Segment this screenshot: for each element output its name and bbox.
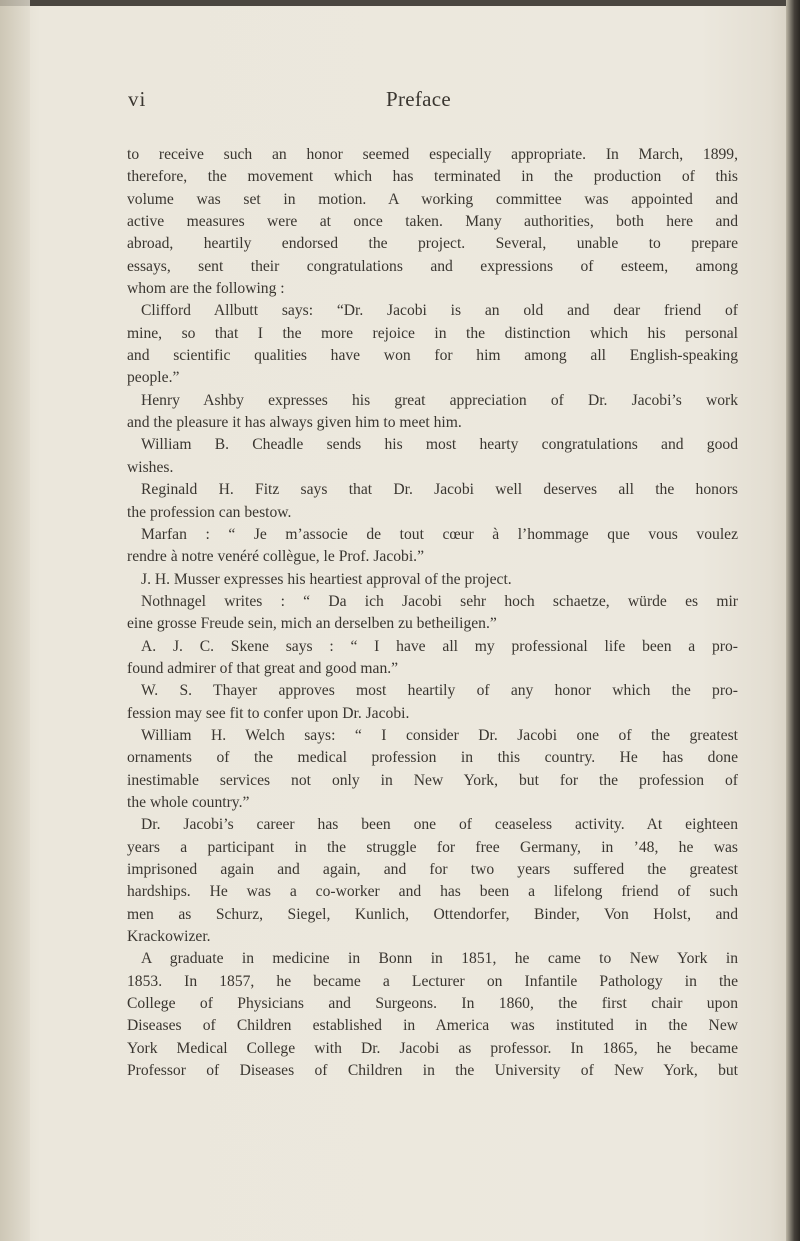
text-line: Nothnagel writes : “ Da ich Jacobi sehr hoch schaetze, würde es mir <box>141 592 738 610</box>
text-line: and the pleasure it has always given him to meet him. <box>127 414 462 432</box>
text-line: College of Physicians and Surgeons. In 1860, the first chair upon <box>127 995 738 1013</box>
text-line: people.” <box>127 369 180 387</box>
text-line: inestimable services not only in New York, but for the profession of <box>127 771 738 789</box>
text-line: Dr. Jacobi’s career has been one of ceaseless activity. At eighteen <box>141 816 738 834</box>
text-line: 1853. In 1857, he became a Lecturer on Infantile Pathology in the <box>127 972 738 990</box>
text-line: to receive such an honor seemed especially appropriate. In March, 1899, <box>127 146 738 163</box>
text-line: volume was set in motion. A working committee was appointed and <box>127 190 738 208</box>
text-line: and scientific qualities have won for him among all English-speaking <box>127 347 738 365</box>
body-text <box>127 144 738 1082</box>
text-line: Professor of Diseases of Children in the University of New York, but <box>127 1062 738 1080</box>
text-line: Henry Ashby expresses his great appreciation of Dr. Jacobi’s work <box>141 391 738 409</box>
scan-right-edge <box>786 0 800 1241</box>
text-line: the profession can bestow. <box>127 503 292 521</box>
text-line: active measures were at once taken. Many authorities, both here and <box>127 213 738 231</box>
text-line: rendre à notre venéré collègue, le Prof. Jacobi.” <box>127 548 425 566</box>
page-number: vi <box>128 87 147 111</box>
text-line: Clifford Allbutt says: “Dr. Jacobi is an old and dear friend of <box>141 302 738 320</box>
scan-top-edge <box>0 0 800 6</box>
text-line: found admirer of that great and good man.” <box>127 659 399 677</box>
text-line: therefore, the movement which has terminated in the production of this <box>127 168 738 186</box>
text-line: eine grosse Freude sein, mich an derselben zu betheiligen.” <box>127 615 497 633</box>
text-line: men as Schurz, Siegel, Kunlich, Ottendorfer, Binder, Von Holst, and <box>127 905 738 923</box>
text-line: W. S. Thayer approves most heartily of any honor which the pro- <box>141 682 738 700</box>
text-line: hardships. He was a co-worker and has been a lifelong friend of such <box>127 883 738 901</box>
text-line: whom are the following : <box>127 280 285 298</box>
text-line: years a participant in the struggle for free Germany, in ’48, he was <box>127 838 738 856</box>
text-line: Marfan : “ Je m’associe de tout cœur à l’hommage que vous voulez <box>141 525 738 543</box>
text-line: William B. Cheadle sends his most hearty congratulations and good <box>141 436 738 454</box>
text-line: Reginald H. Fitz says that Dr. Jacobi well deserves all the honors <box>141 481 738 499</box>
text-line: imprisoned again and again, and for two years suffered the greatest <box>127 861 738 878</box>
text-line: the whole country.” <box>127 793 250 811</box>
text-line: A. J. C. Skene says : “ I have all my professional life been a pro- <box>141 637 738 655</box>
text-line: York Medical College with Dr. Jacobi as professor. In 1865, he became <box>127 1039 738 1057</box>
text-line: A graduate in medicine in Bonn in 1851, he came to New York in <box>141 950 738 968</box>
text-line: mine, so that I the more rejoice in the distinction which his personal <box>127 324 738 342</box>
text-line: essays, sent their congratulations and expressions of esteem, among <box>127 257 738 275</box>
text-line: fession may see fit to confer upon Dr. Jacobi. <box>127 704 410 722</box>
text-line: abroad, heartily endorsed the project. Several, unable to prepare <box>127 235 738 253</box>
text-line: Krackowizer. <box>127 928 211 946</box>
running-title: Preface <box>386 87 452 111</box>
text-line: J. H. Musser expresses his heartiest approval of the project. <box>141 570 512 588</box>
running-head <box>128 87 748 117</box>
text-line: William H. Welch says: “ I consider Dr. Jacobi one of the greatest <box>141 726 738 744</box>
text-line: ornaments of the medical profession in this country. He has done <box>127 749 738 767</box>
scan-left-edge <box>0 0 30 1241</box>
text-line: wishes. <box>127 458 174 476</box>
text-line: Diseases of Children established in America was instituted in the New <box>127 1017 738 1035</box>
